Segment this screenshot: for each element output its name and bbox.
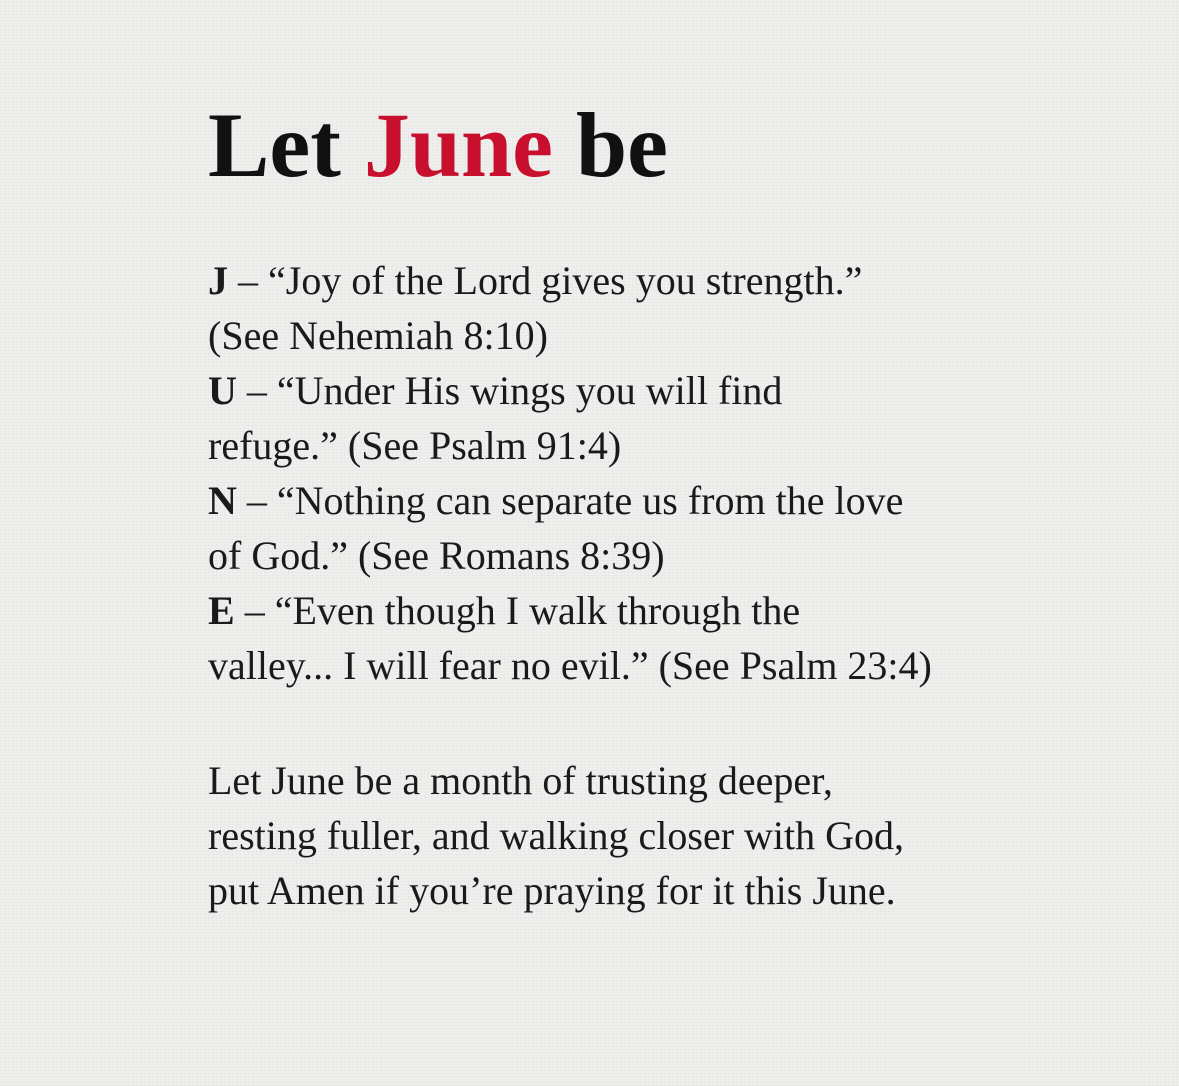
verse-dash: –	[236, 478, 277, 523]
verse-letter: J	[208, 258, 228, 303]
verse-line	[208, 583, 1108, 638]
title-accent-word: June	[363, 94, 554, 196]
title-suffix: be	[553, 94, 669, 196]
verse-dash: –	[236, 368, 277, 413]
verse-line	[208, 253, 1108, 308]
closing-line-3: put Amen if you’re praying for it this June.	[208, 868, 896, 913]
verse-letter: N	[208, 478, 237, 523]
verse-dash: –	[228, 258, 268, 303]
verse-text: “Under His wings you will find	[276, 368, 783, 413]
verse-u	[208, 363, 1108, 473]
verse-reference: of God.” (See Romans 8:39)	[208, 533, 665, 578]
acrostic-verses	[208, 253, 1108, 693]
verse-text: “Even though I walk through the	[274, 588, 801, 633]
quote-card	[208, 95, 1108, 918]
closing-line-2: resting fuller, and walking closer with God,	[208, 813, 905, 858]
verse-line	[208, 473, 1108, 528]
verse-e	[208, 583, 1108, 693]
title-prefix: Let	[208, 94, 364, 196]
closing-paragraph	[208, 753, 1108, 918]
verse-dash: –	[234, 588, 275, 633]
verse-reference: (See Nehemiah 8:10)	[208, 313, 548, 358]
verse-text: “Nothing can separate us from the love	[276, 478, 904, 523]
verse-text: “Joy of the Lord gives you strength.”	[268, 258, 863, 303]
verse-reference: refuge.” (See Psalm 91:4)	[208, 423, 622, 468]
verse-letter: E	[208, 588, 235, 633]
verse-n	[208, 473, 1108, 583]
verse-reference: valley... I will fear no evil.” (See Psalm 23:4)	[208, 643, 932, 688]
verse-line	[208, 363, 1108, 418]
verse-j	[208, 253, 1108, 363]
verse-letter: U	[208, 368, 237, 413]
page-title	[208, 95, 1108, 195]
closing-line-1: Let June be a month of trusting deeper,	[208, 758, 833, 803]
